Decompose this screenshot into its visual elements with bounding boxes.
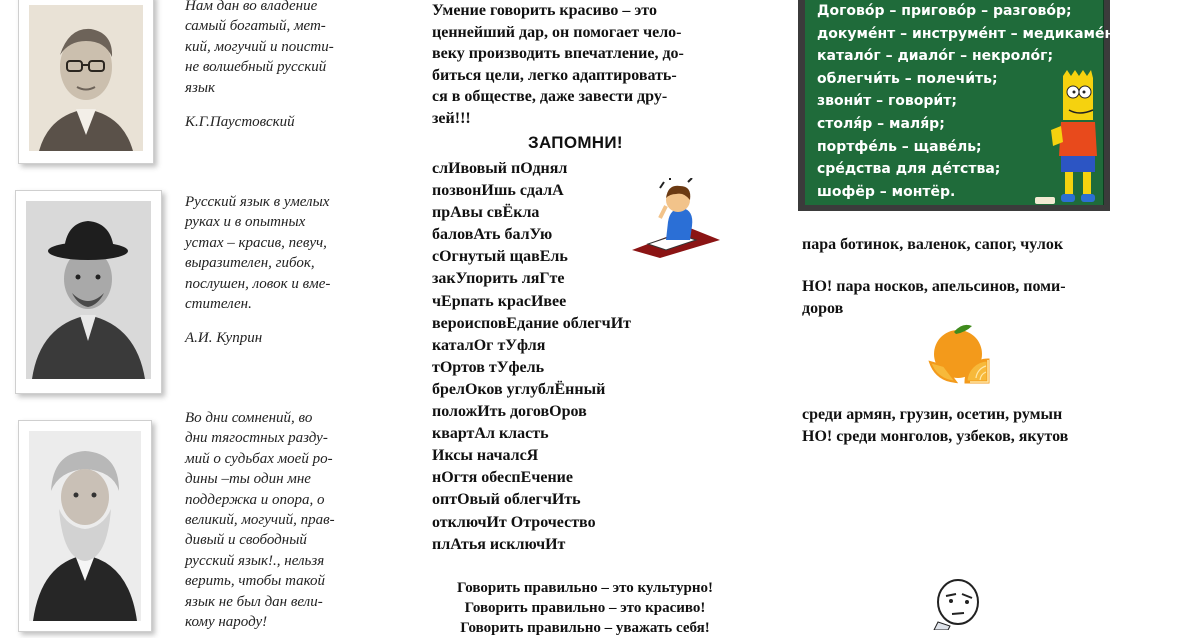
list-item: баловАть балУю	[432, 226, 553, 244]
slogans-block	[425, 578, 745, 638]
quote-author-1: К.Г.Паустовский	[185, 114, 295, 130]
list-item: Иксы началсЯ	[432, 447, 539, 465]
list-item: прАвы свЁкла	[432, 204, 540, 222]
list-item: чЕрпать красИвее	[432, 292, 567, 310]
slogan-line: Говорить правильно – это красиво!	[464, 600, 706, 616]
portrait-paustovsky	[29, 5, 143, 151]
list-item: положИть договОров	[432, 403, 587, 421]
chalkboard	[798, 0, 1128, 211]
orange-icon	[926, 320, 1004, 386]
list-item: портфéль – щавéль;	[817, 138, 982, 155]
portrait-frame-2	[15, 190, 162, 394]
list-item: позвонИшь сдалА	[432, 182, 564, 200]
plural-rule-1: пара ботинок, валенок, сапог, чулок	[802, 236, 1064, 253]
list-item: плАтья исключИт	[432, 535, 566, 553]
chalkboard-surface	[805, 0, 1128, 205]
slogan-line: Говорить правильно – уважать себя!	[460, 620, 710, 636]
chalk-icon	[1035, 196, 1057, 205]
list-item: облегчи́ть – полечи́ть;	[817, 70, 998, 87]
portrait-turgenev	[29, 431, 141, 621]
list-item: звони́т – говори́т;	[817, 93, 957, 110]
list-item: оптОвый облегчИть	[432, 491, 581, 509]
list-item: слИвовый пОднял	[432, 160, 568, 177]
list-item: каталóг – диалóг – некролóг;	[817, 48, 1054, 65]
list-item: Договóр – приговóр – разговóр;	[817, 3, 1072, 19]
quote-author-2: А.И. Куприн	[185, 330, 263, 346]
list-item: тОртов тУфель	[432, 358, 545, 376]
list-item: сОгнутый щавЕль	[432, 248, 568, 266]
plural-rule-2b: доров	[802, 300, 844, 317]
list-item: квартАл класть	[432, 425, 549, 443]
list-item: каталОг тУфля	[432, 336, 546, 354]
plural-rule-4: НО! среди монголов, узбеков, якутов	[802, 428, 1069, 445]
quote-text-2: Русский язык в умелых руках и в опытных устах – красив, певуч, выразителен, гибок, послушен, ловок и вме- стителен.	[185, 194, 331, 313]
plural-rule-3: среди армян, грузин, осетин, румын	[802, 406, 1063, 423]
stress-word-list	[432, 158, 631, 556]
list-item: срéдства для дéтства;	[817, 161, 1001, 178]
list-item: отключИт Отрочество	[432, 513, 596, 531]
intro-paragraph: Умение говорить красиво – это ценнейший дар, он помогает чело- веку производить впечатление, до- биться цели, легко адаптировать- ся в обществе, даже завести дру- зей!!!	[432, 2, 684, 127]
portrait-frame-3	[18, 420, 152, 632]
list-item: столя́р – маля́р;	[817, 115, 945, 132]
skeptical-face-icon	[928, 576, 988, 630]
list-item: шофёр – монтёр.	[817, 183, 956, 200]
remember-heading: ЗАПОМНИ!	[528, 133, 623, 152]
slogan-line: Говорить правильно – это культурно!	[457, 580, 713, 596]
list-item: вероисповЕдание облегчИт	[432, 314, 631, 332]
portrait-frame-1	[18, 0, 154, 164]
portrait-kuprin	[26, 201, 151, 379]
list-item: закУпорить ляГте	[432, 270, 565, 288]
quote-text-3: Во дни сомнений, во дни тягостных разду- мий о судьбах моей ро- дины –ты один мне поддержка и опора, о великий, могучий, прав- дивый и свободный русский язык!., нельзя верить, чтобы такой язык не был дан вели- кому народу!	[185, 410, 335, 631]
cartoon-boy-icon	[1049, 70, 1107, 208]
list-item: докумéнт – инструмéнт – медикамéнт;	[817, 25, 1128, 42]
list-item: брелОков углублЁнный	[432, 380, 606, 398]
quote-text-1: Нам дан во владение самый богатый, мет- кий, могучий и поисти- не волшебный русский язык	[185, 0, 334, 96]
list-item: нОгтя обеспЕчение	[432, 469, 573, 487]
thinking-student-icon	[630, 178, 722, 258]
plural-rule-2a: НО! пара носков, апельсинов, поми-	[802, 278, 1066, 295]
